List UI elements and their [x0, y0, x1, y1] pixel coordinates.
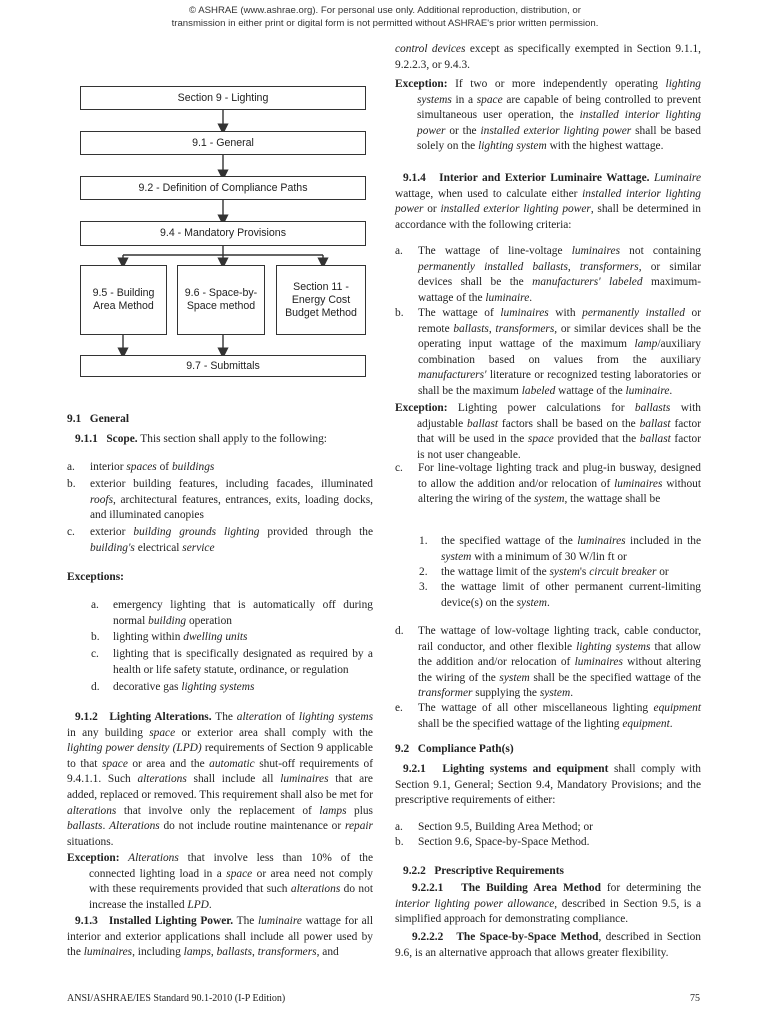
section-9-2-2-2: 9.2.2.2 The Space-by-Space Method, described in Section 9.6, is an alternative approach that allows greater flexibility. — [395, 931, 702, 959]
track-item-3: 3. the wattage limit of other permanent current-limiting device(s) on the system. — [419, 581, 701, 609]
flow-box-9-6-line1: 9.6 - Space-by- — [184, 287, 258, 299]
scope-item-a: a. interior spaces of buildings — [67, 461, 215, 473]
exceptions-label: Exceptions: — [67, 571, 124, 583]
flow-box-9-1 — [80, 131, 366, 155]
exception-independent-systems: Exception: If two or more independently operating lighting systems in a space are capable of being controlled to prevent simultaneous user operation, the installed interior lighting power or the installed exterior lighting power shall be based solely on the lighting system with the highest wattage. — [395, 78, 701, 153]
heading-9-1: 9.1 General — [67, 413, 130, 425]
track-item-1: 1. the specified wattage of the luminaires included in the system with a minimum of 30 W/lin ft or — [419, 535, 701, 563]
flow-box-9-7 — [80, 355, 366, 377]
flow-box-9-6-line2: Space method — [186, 300, 256, 312]
flow-box-section-9 — [80, 86, 366, 110]
flow-box-section-11-line2: Energy Cost — [291, 293, 351, 306]
page-number: 75 — [690, 993, 700, 1004]
section-9-2-1: 9.2.1 Lighting systems and equipment shall comply with Section 9.1, General; Section 9.4, Mandatory Provisions; and the prescriptive requirements of either: — [395, 763, 701, 807]
section-9-2-2: 9.2.2 Prescriptive Requirements — [403, 865, 564, 877]
section-9-1-3: 9.1.3 Installed Lighting Power. The luminaire wattage for all interior and exterior applications shall include all power used by the luminaires, including lamps, ballasts, transformers, and — [67, 915, 373, 959]
installed-power-continuation: control devices except as specifically exempted in Section 9.1.1, 9.2.2.3, or 9.4.3. — [395, 43, 701, 71]
flow-box-9-7-label: 9.7 - Submittals — [186, 359, 260, 372]
flow-box-9-6 — [177, 265, 265, 335]
exception-alterations: Exception: Alterations that involve less than 10% of the connected lighting load in a space or area need not comply with these requirements provided that such alterations do not increase the installed LPD. — [67, 852, 374, 911]
flow-box-9-5-line1: 9.5 - Building — [92, 287, 155, 299]
exception-item-a: a. emergency lighting that is automatically off during normal building operation — [91, 599, 373, 627]
flow-box-9-1-label: 9.1 - General — [192, 136, 254, 149]
flow-box-9-2 — [80, 176, 366, 200]
criteria-item-a: a. The wattage of line-voltage luminaires not containing permanently installed ballasts, transformers, or similar devices shall be the manufacturers' labeled maximum-wattage of the luminaire. — [395, 245, 701, 304]
flow-box-9-5 — [80, 265, 167, 335]
scope-item-c: c. exterior building grounds lighting provided through the building's electrical service — [67, 526, 374, 554]
flow-box-9-4-label: 9.4 - Mandatory Provisions — [159, 227, 286, 239]
scope-item-b: b. exterior building features, including facades, illuminated roofs, architectural features, entrances, exits, loading docks, and illuminated canopies — [67, 478, 373, 522]
exception-item-d: d. decorative gas lighting systems — [91, 681, 255, 693]
path-item-a: a. Section 9.5, Building Area Method; or — [395, 821, 593, 833]
section-9-2-2-1: 9.2.2.1 The Building Area Method for determining the interior lighting power allowance, described in Section 9.5, is a simplified approach for demonstrating compliance. — [395, 882, 701, 926]
flow-box-9-4 — [80, 221, 366, 246]
exception-item-c: c. lighting that is specifically designated as required by a health or life safety statute, ordinance, or regulation — [91, 648, 373, 676]
copyright-notice — [90, 5, 680, 30]
section-9-1-1: 9.1.1 Scope. This section shall apply to the following: — [75, 433, 327, 445]
section-9-1-4: 9.1.4 Interior and Exterior Luminaire Wattage. Luminaire wattage, when used to calculate either installed interior lighting power or installed exterior lighting power, shall be determined in accordance with the following criteria: — [395, 172, 702, 231]
flow-box-section-9-label: Section 9 - Lighting — [177, 91, 269, 104]
heading-9-2: 9.2 Compliance Path(s) — [395, 743, 514, 755]
criteria-item-b: b. The wattage of luminaires with permanently installed or remote ballasts, transformers, or similar devices shall be the operating input wattage of the maximum lamp/auxiliary combination based on values from the auxiliary manufacturers' literature or recognized testing laboratories or shall be the maximum labeled wattage of the luminaire. — [395, 307, 701, 397]
flow-box-section-11-line1: Section 11 - — [293, 280, 349, 293]
compliance-flowchart — [80, 85, 366, 377]
flow-box-9-5-line2: Area Method — [93, 300, 154, 312]
footer-standard: ANSI/ASHRAE/IES Standard 90.1-2010 (I-P Edition) — [67, 993, 286, 1004]
criteria-item-d: d. The wattage of low-voltage lighting track, cable conductor, rail conductor, and other flexible lighting systems that allow the addition and/or relocation of luminaires without altering the wiring of the system shall be the specified wattage of the transformer supplying the system. — [395, 625, 702, 700]
path-item-b: b. Section 9.6, Space-by-Space Method. — [395, 836, 590, 848]
exception-adjustable-ballast: Exception: Lighting power calculations for ballasts with adjustable ballast factors shall be based on the ballast factor that will be used in the space provided that the ballast factor is not user changeable. — [395, 402, 702, 461]
criteria-item-e: e. The wattage of all other miscellaneous lighting equipment shall be the specified wattage of the lighting equipment. — [395, 702, 701, 730]
track-item-2: 2. the wattage limit of the system's circuit breaker or — [419, 566, 669, 578]
flow-box-9-2-label: 9.2 - Definition of Compliance Paths — [138, 181, 308, 194]
flow-box-section-11-line3: Budget Method — [285, 306, 357, 319]
copyright-line-1: © ASHRAE (www.ashrae.org). For personal use only. Additional reproduction, distribution, or — [189, 5, 581, 16]
criteria-item-c: c. For line-voltage lighting track and plug-in busway, designed to allow the addition and/or relocation of luminaires without altering the wiring of the system, the wattage shall be — [395, 462, 702, 506]
flow-box-section-11 — [276, 265, 366, 335]
copyright-line-2: transmission in either print or digital form is not permitted without ASHRAE's prior written permission. — [171, 17, 599, 29]
section-9-1-2: 9.1.2 Lighting Alterations. The alteration of lighting systems in any building space or exterior area shall comply with the lighting power density (LPD) requirements of Section 9 applicable to that space or area and the automatic shut-off requirements of 9.4.1.1. Such alterations shall include all luminaires that are added, replaced or removed. This requirement shall also be met for alterations that involve only the replacement of lamps plus ballasts. Alterations do not include routine maintenance or repair situations. — [67, 711, 374, 848]
exception-item-b: b. lighting within dwelling units — [91, 631, 248, 643]
